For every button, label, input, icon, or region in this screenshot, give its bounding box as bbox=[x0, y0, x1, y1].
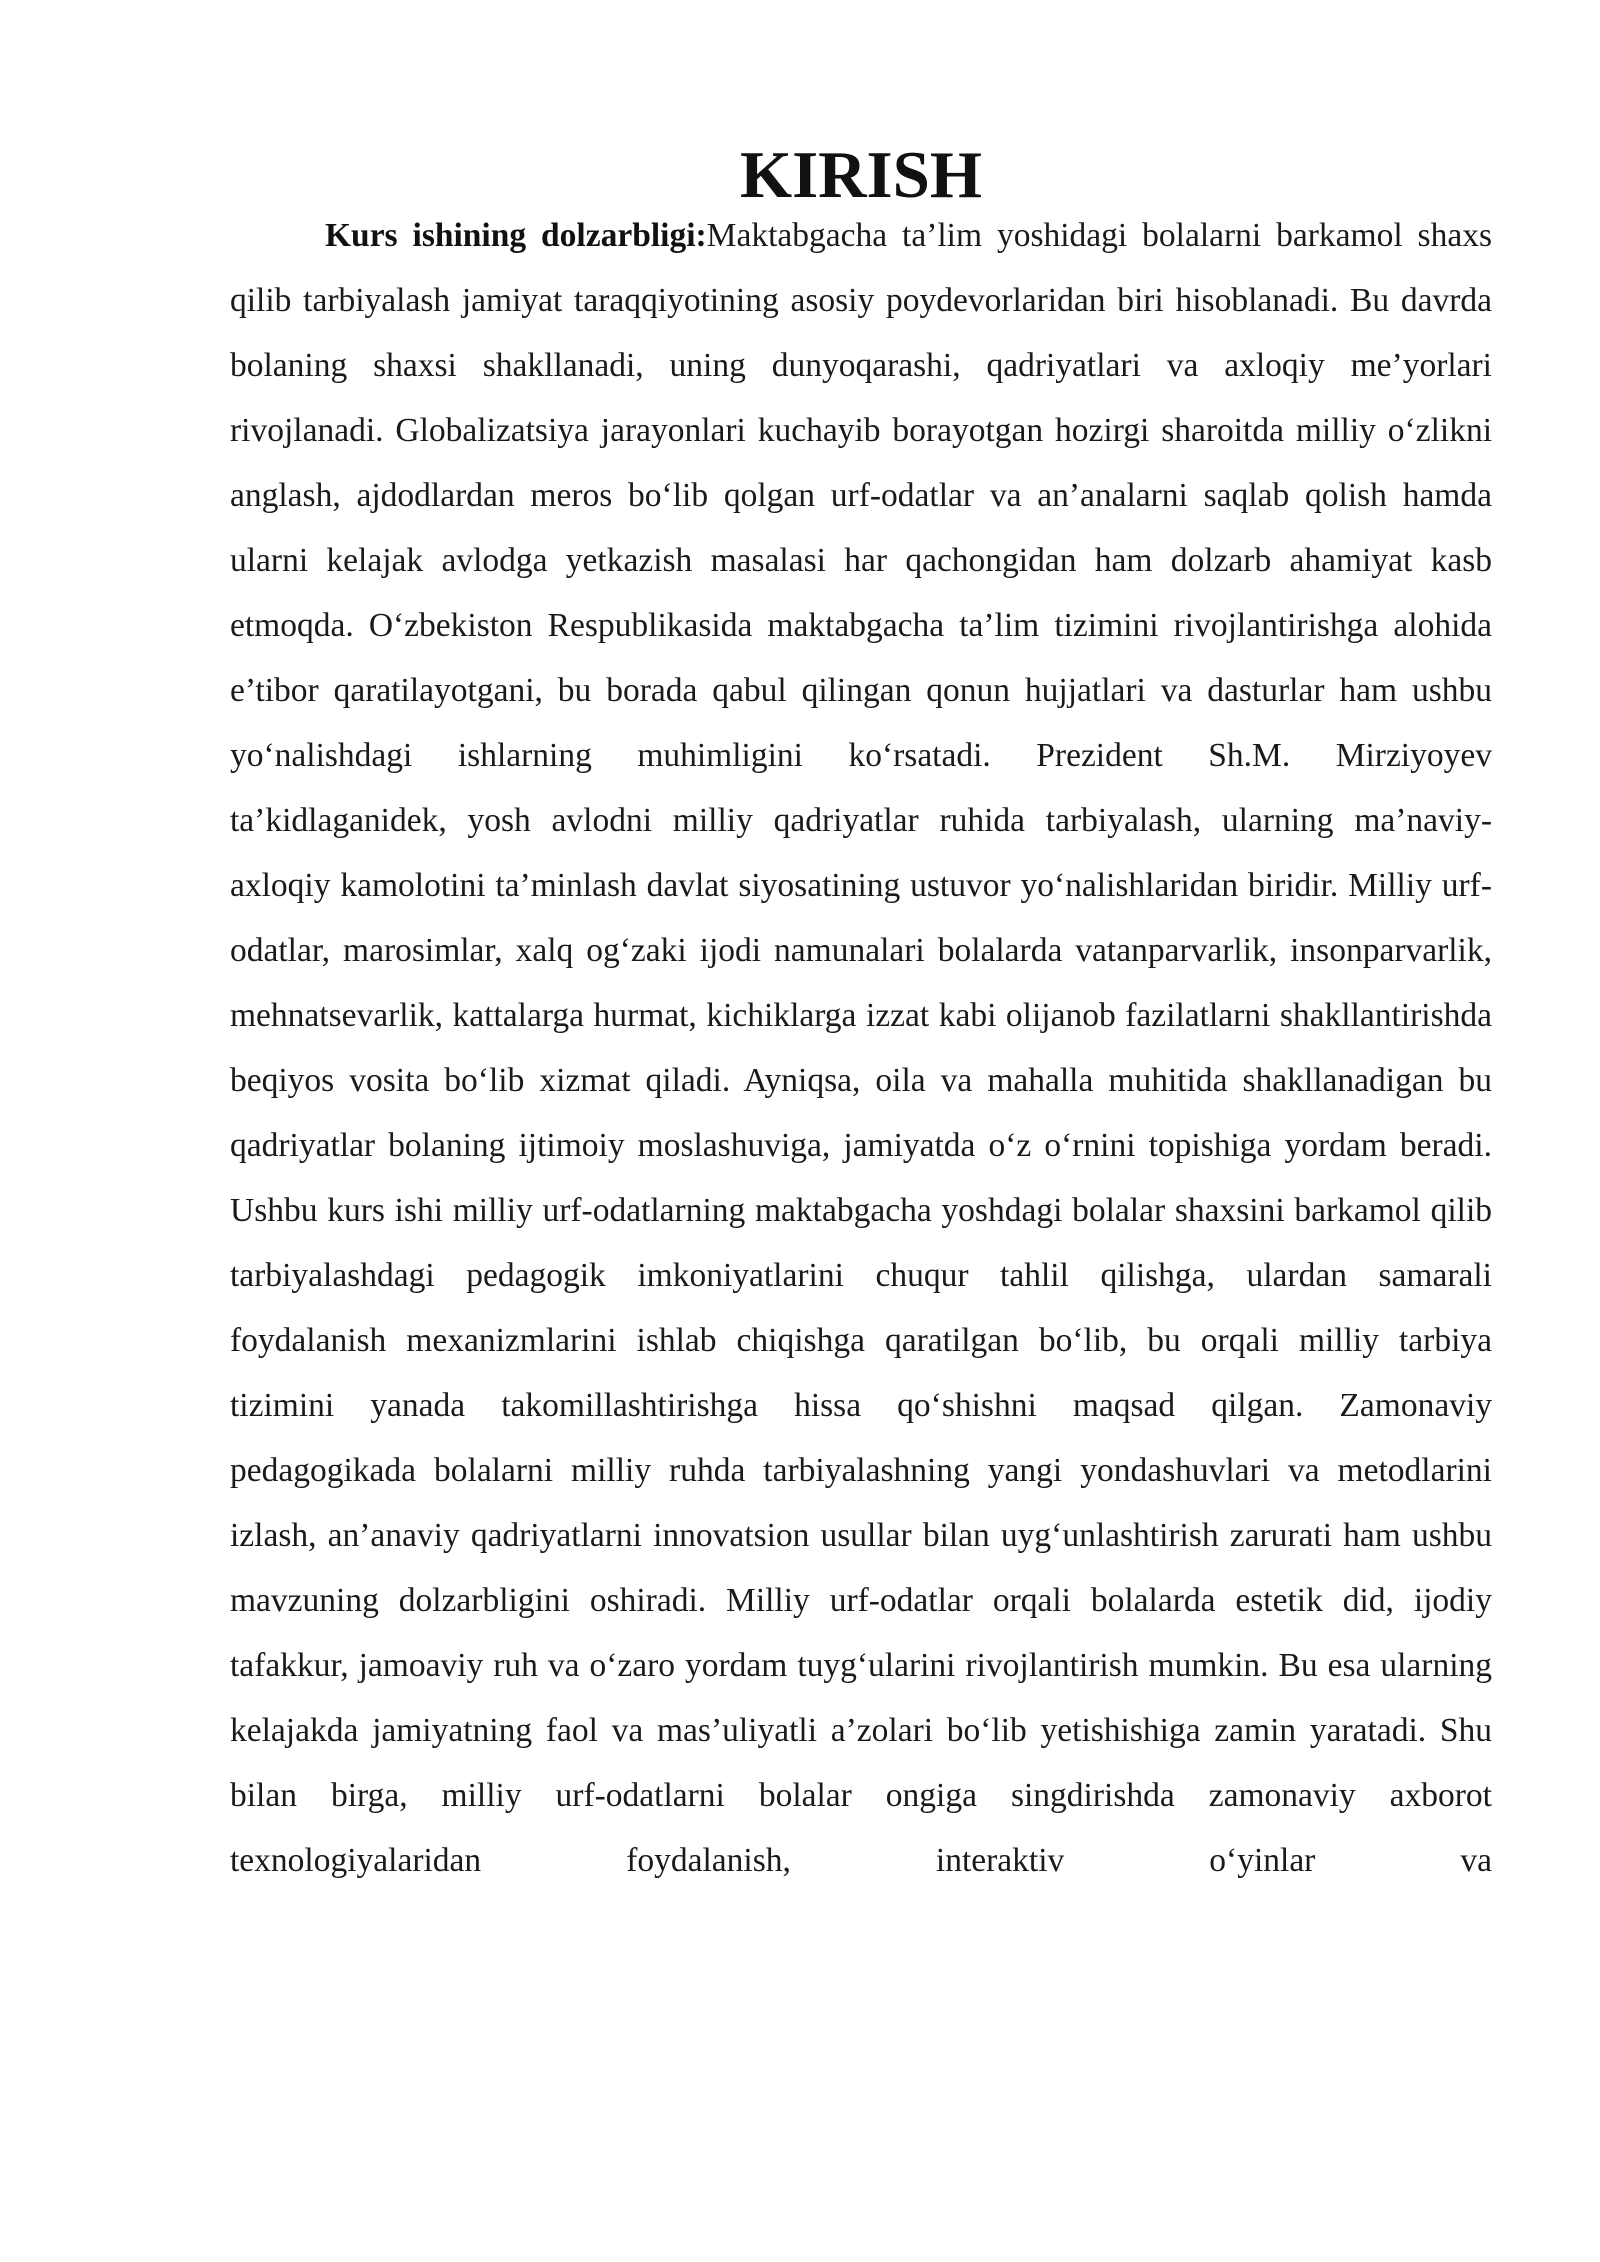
body-paragraph bbox=[230, 203, 1492, 1893]
paragraph-lead-heading: Kurs ishining dolzarbligi: bbox=[325, 217, 707, 254]
paragraph-text: Maktabgacha ta’lim yoshidagi bolalarni barkamol shaxs qilib tarbiyalash jamiyat taraqqiyotining asosiy poydevorlaridan biri hisoblanadi. Bu davrda bolaning shaxsi shakllanadi, uning dunyoqarashi, qadriyatlari va axloqiy me’yorlari rivojlanadi. Globalizatsiya jarayonlari kuchayib borayotgan hozirgi sharoitda milliy o‘zlikni anglash, ajdodlardan meros bo‘lib qolgan urf-odatlar va an’analarni saqlab qolish hamda ularni kelajak avlodga yetkazish masalasi har qachongidan ham dolzarb ahamiyat kasb etmoqda. O‘zbekiston Respublikasida maktabgacha ta’lim tizimini rivojlantirishga alohida e’tibor qaratilayotgani, bu borada qabul qilingan qonun hujjatlari va dasturlar ham ushbu yo‘nalishdagi ishlarning muhimligini ko‘rsatadi. Prezident Sh.M. Mirziyoyev ta’kidlaganidek, yosh avlodni milliy qadriyatlar ruhida tarbiyalash, ularning ma’naviy-axloqiy kamolotini ta’minlash davlat siyosatining ustuvor yo‘nalishlaridan biridir. Milliy urf-odatlar, marosimlar, xalq og‘zaki ijodi namunalari bolalarda vatanparvarlik, insonparvarlik, mehnatsevarlik, kattalarga hurmat, kichiklarga izzat kabi olijanob fazilatlarni shakllantirishda beqiyos vosita bo‘lib xizmat qiladi. Ayniqsa, oila va mahalla muhitida shakllanadigan bu qadriyatlar bolaning ijtimoiy moslashuviga, jamiyatda o‘z o‘rnini topishiga yordam beradi. Ushbu kurs ishi milliy urf-odatlarning maktabgacha yoshdagi bolalar shaxsini barkamol qilib tarbiyalashdagi pedagogik imkoniyatlarini chuqur tahlil qilishga, ulardan samarali foydalanish mexanizmlarini ishlab chiqishga qaratilgan bo‘lib, bu orqali milliy tarbiya tizimini yanada takomillashtirishga hissa qo‘shishni maqsad qilgan. Zamonaviy pedagogikada bolalarni milliy ruhda tarbiyalashning yangi yondashuvlari va metodlarini izlash, an’anaviy qadriyatlarni innovatsion usullar bilan uyg‘unlashtirish zarurati ham ushbu mavzuning dolzarbligini oshiradi. Milliy urf-odatlar orqali bolalarda estetik did, ijodiy tafakkur, jamoaviy ruh va o‘zaro yordam tuyg‘ularini rivojlantirish mumkin. Bu esa ularning kelajakda jamiyatning faol va mas’uliyatli a’zolari bo‘lib yetishishiga zamin yaratadi. Shu bilan birga, milliy urf-odatlarni bolalar ongiga singdirishda zamonaviy axborot texnologiyalaridan foydalanish, interaktiv o‘yinlar va bbox=[230, 217, 1492, 1879]
section-title: KIRISH bbox=[739, 138, 983, 212]
document-body bbox=[230, 138, 1492, 1893]
